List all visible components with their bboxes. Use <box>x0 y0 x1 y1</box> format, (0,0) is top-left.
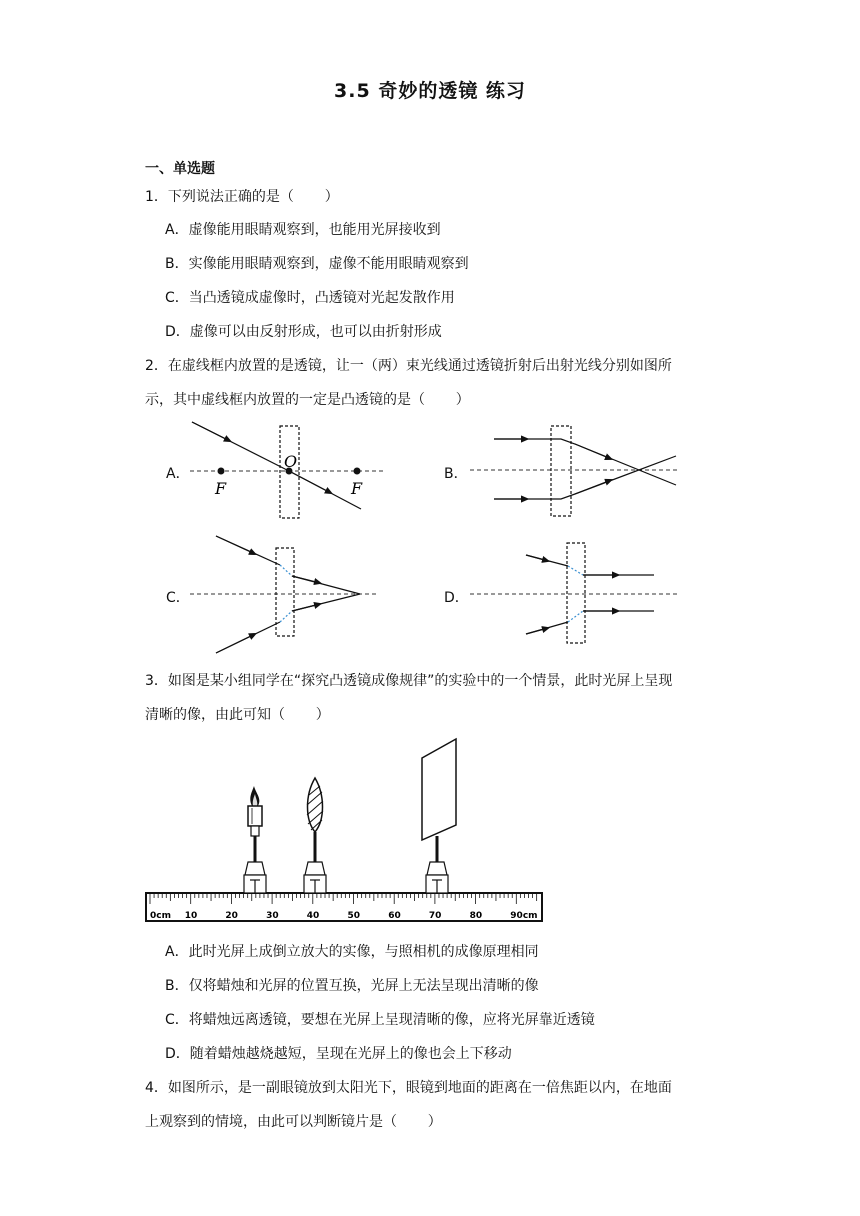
convex-lens <box>304 778 326 893</box>
ruler-label: 0cm <box>150 911 171 921</box>
q2-label-c: C． <box>166 590 190 606</box>
q1-option-a: A．虚像能用眼睛观察到，也能用光屏接收到 <box>165 222 441 238</box>
question-3-line1: 3．如图是某小组同学在“探究凸透镜成像规律”的实验中的一个情景，此时光屏上呈现 <box>145 673 673 689</box>
candle <box>244 786 266 893</box>
question-4-line2: 上观察到的情境，由此可以判断镜片是（ ） <box>145 1114 442 1130</box>
q3-option-b: B．仅将蜡烛和光屏的位置互换，光屏上无法呈现出清晰的像 <box>165 978 539 994</box>
question-1-stem: 1．下列说法正确的是（ ） <box>145 189 339 205</box>
page-title: 3.5 奇妙的透镜 练习 <box>334 80 526 102</box>
ruler-label: 20 <box>225 911 238 921</box>
fig-a-letter-f2: F <box>351 479 363 498</box>
ruler-label: 50 <box>347 911 361 921</box>
ruler-body <box>146 893 542 921</box>
ruler-label: 90cm <box>510 911 538 921</box>
light-screen <box>422 739 456 893</box>
section-heading: 一、单选题 <box>145 161 215 177</box>
q2-label-a: A． <box>166 466 190 482</box>
question-3-line2: 清晰的像，由此可知（ ） <box>145 707 330 723</box>
ruler-label: 30 <box>266 911 279 921</box>
question-2-line1: 2．在虚线框内放置的是透镜，让一（两）束光线通过透镜折射后出射光线分别如图所 <box>145 358 672 374</box>
fig-a-letter-o: O <box>284 452 298 471</box>
q1-option-b: B．实像能用眼睛观察到，虚像不能用眼睛观察到 <box>165 256 469 272</box>
q2-label-b: B． <box>444 466 468 482</box>
ruler-label: 80 <box>469 911 483 921</box>
question-2-line2: 示，其中虚线框内放置的一定是凸透镜的是（ ） <box>145 392 470 408</box>
ruler-label: 40 <box>306 911 320 921</box>
q1-option-c: C．当凸透镜成虚像时，凸透镜对光起发散作用 <box>165 290 455 306</box>
ruler-label: 70 <box>428 911 442 921</box>
fig-a-letter-f1: F <box>215 479 227 498</box>
q3-option-c: C．将蜡烛远离透镜，要想在光屏上呈现清晰的像，应将光屏靠近透镜 <box>165 1012 595 1028</box>
q3-option-a: A．此时光屏上成倒立放大的实像，与照相机的成像原理相同 <box>165 944 539 960</box>
ruler-label: 10 <box>184 911 198 921</box>
q3-option-d: D．随着蜡烛越烧越短，呈现在光屏上的像也会上下移动 <box>165 1046 512 1062</box>
ruler-label: 60 <box>388 911 401 921</box>
q1-option-d: D．虚像可以由反射形成，也可以由折射形成 <box>165 324 442 340</box>
question-4-line1: 4．如图所示，是一副眼镜放到太阳光下，眼镜到地面的距离在一倍焦距以内，在地面 <box>145 1080 672 1096</box>
q2-label-d: D． <box>444 590 469 606</box>
